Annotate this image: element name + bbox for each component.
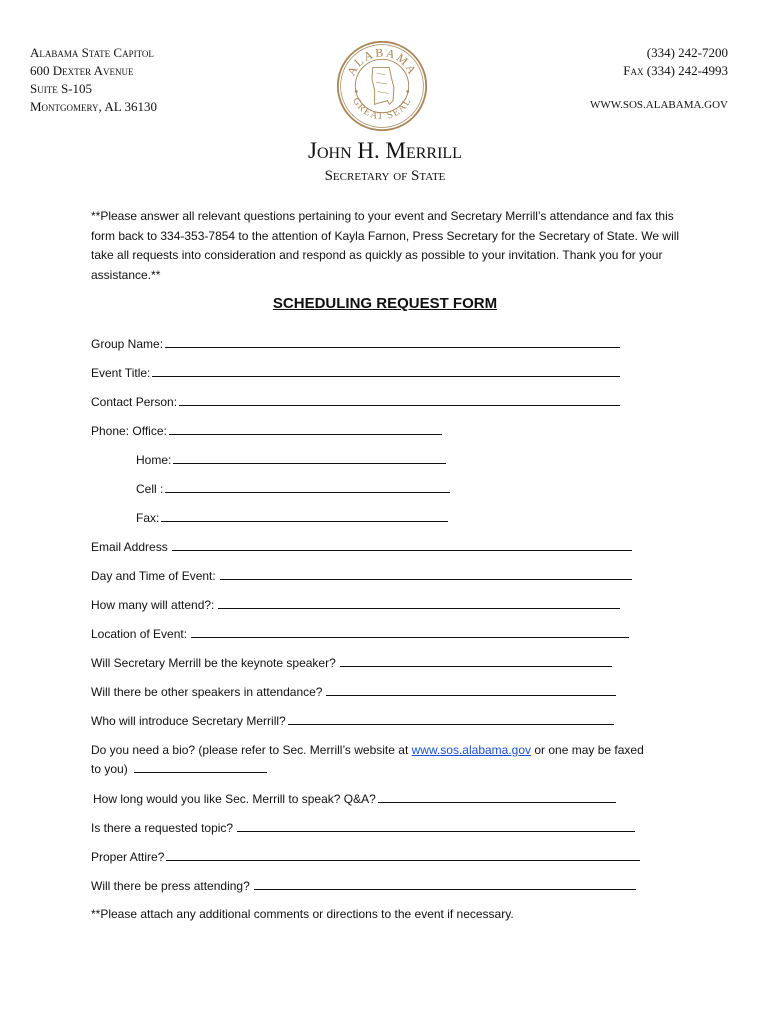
contact-info <box>590 44 728 114</box>
attendance-label: How many will attend?: <box>91 598 215 612</box>
location-field[interactable] <box>91 625 629 642</box>
location-label: Location of Event: <box>91 627 188 641</box>
other-speakers-field[interactable] <box>91 683 616 700</box>
attire-label: Proper Attire? <box>91 850 165 864</box>
bio-label-cont: or one may be faxed <box>534 743 644 757</box>
location-line[interactable] <box>191 625 629 638</box>
other-speakers-line[interactable] <box>326 683 616 696</box>
bio-label-line2: to you) <box>91 762 128 776</box>
phone-home-label: Home: <box>136 453 172 467</box>
speak-length-line[interactable] <box>378 790 616 803</box>
group-name-field[interactable] <box>91 335 620 352</box>
attire-line[interactable] <box>166 848 640 861</box>
contact-person-label: Contact Person: <box>91 395 178 409</box>
phone-cell-label: Cell : <box>136 482 164 496</box>
speak-length-label: How long would you like Sec. Merrill to speak? Q&A? <box>93 792 376 806</box>
fax-line[interactable] <box>161 509 448 522</box>
fax-field[interactable] <box>136 509 448 526</box>
group-name-label: Group Name: <box>91 337 164 351</box>
event-title-label: Event Title: <box>91 366 151 380</box>
form-title: SCHEDULING REQUEST FORM <box>272 295 498 312</box>
topic-field[interactable] <box>91 819 635 836</box>
topic-label: Is there a requested topic? <box>91 821 234 835</box>
press-field[interactable] <box>91 877 636 894</box>
event-title-field[interactable] <box>91 364 620 381</box>
phone-cell-field[interactable] <box>136 480 450 497</box>
email-label: Email Address <box>91 540 168 554</box>
phone-home-line[interactable] <box>173 451 446 464</box>
introducer-field[interactable] <box>91 712 614 729</box>
phone-home-field[interactable] <box>136 451 446 468</box>
group-name-line[interactable] <box>165 335 620 348</box>
topic-line[interactable] <box>237 819 635 832</box>
website: WWW.SOS.ALABAMA.GOV <box>589 99 728 111</box>
bio-label: Do you need a bio? (please refer to Sec. Merrill’s website at <box>91 743 409 757</box>
fax-number: Fax (334) 242-4993 <box>623 63 728 78</box>
capitol-address <box>30 44 157 116</box>
day-time-field[interactable] <box>91 567 632 584</box>
bio-field[interactable] <box>91 741 644 779</box>
address-line-2: 600 Dexter Avenue <box>30 63 134 78</box>
day-time-label: Day and Time of Event: <box>91 569 216 583</box>
svg-text:GREAT SEAL <box>350 96 414 123</box>
attire-field[interactable] <box>91 848 640 865</box>
phone-office-line[interactable] <box>169 422 442 435</box>
bio-line[interactable] <box>134 760 267 773</box>
contact-person-line[interactable] <box>179 393 620 406</box>
press-label: Will there be press attending? <box>91 879 250 893</box>
press-line[interactable] <box>254 877 636 890</box>
day-time-line[interactable] <box>220 567 632 580</box>
fax-label: Fax: <box>136 511 160 525</box>
attendance-line[interactable] <box>218 596 620 609</box>
address-line-3: Suite S-105 <box>30 81 93 96</box>
seal-bottom-text: GREAT SEAL <box>350 95 414 123</box>
phone-office-label: Phone: Office: <box>91 424 167 438</box>
phone-cell-line[interactable] <box>165 480 450 493</box>
official-title: Secretary of State <box>324 168 446 184</box>
phone-number: (334) 242-7200 <box>646 45 728 60</box>
speak-length-field[interactable] <box>93 790 616 807</box>
contact-person-field[interactable] <box>91 393 620 410</box>
instructions-paragraph: **Please answer all relevant questions pertaining to your event and Secretary Merrill’s attendance and fax this form back to 334-353-7854 to the attention of Kayla Farnon, Press Secretary for the Secretary of State. We will take all requests into consideration and respond as quickly as possible to your invitation. Thank you for your assistance.** <box>91 209 680 282</box>
official-name: John H. Merrill <box>308 138 462 163</box>
email-field[interactable] <box>91 538 632 555</box>
other-speakers-label: Will there be other speakers in attendance? <box>91 685 323 699</box>
address-line-4: Montgomery, AL 36130 <box>30 99 157 114</box>
keynote-field[interactable] <box>91 654 612 671</box>
email-line[interactable] <box>172 538 632 551</box>
great-seal-of-alabama-icon <box>336 40 428 132</box>
seal-top-text: ALABAMA <box>343 45 421 78</box>
phone-office-field[interactable] <box>91 422 442 439</box>
introducer-label: Who will introduce Secretary Merrill? <box>91 714 286 728</box>
introducer-line[interactable] <box>288 712 614 725</box>
keynote-line[interactable] <box>340 654 612 667</box>
attendance-field[interactable] <box>91 596 620 613</box>
event-title-line[interactable] <box>152 364 620 377</box>
sos-website-link[interactable]: www.sos.alabama.gov <box>411 743 532 757</box>
keynote-label: Will Secretary Merrill be the keynote speaker? <box>91 656 336 670</box>
footer-note: **Please attach any additional comments or directions to the event if necessary. <box>91 907 514 921</box>
address-line-1: Alabama State Capitol <box>30 45 154 60</box>
